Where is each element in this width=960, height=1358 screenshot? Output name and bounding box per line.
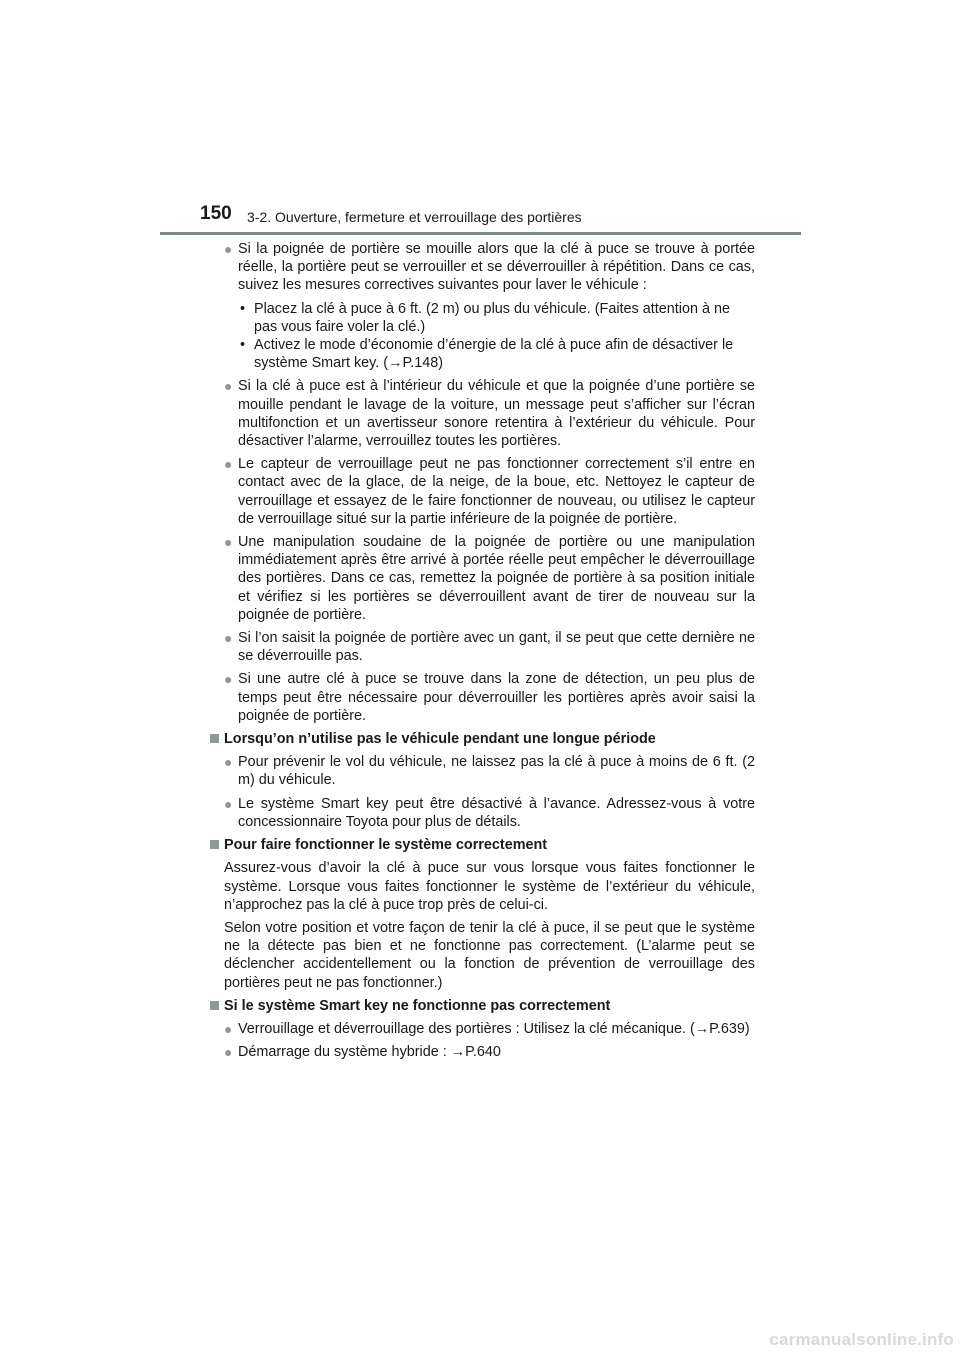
- list-item: [210, 753, 755, 789]
- watermark: carmanualsonline.info: [769, 1330, 954, 1349]
- bullet-text: Verrouillage et déverrouillage des portières : Utilisez la clé mécanique. (→P.639): [238, 1020, 750, 1037]
- sub-text: Activez le mode d’économie d’énergie de la clé à puce afin de désactiver le système Smart key. (→P.148): [254, 337, 734, 372]
- heading-text: Si le système Smart key ne fonctionne pas correctement: [224, 997, 611, 1014]
- list-item: [210, 533, 755, 624]
- bullet-text: Si l’on saisit la poignée de portière avec un gant, il se peut que cette dernière ne se déverrouille pas.: [238, 630, 755, 665]
- page-content: [210, 240, 755, 1066]
- list-item: [210, 670, 755, 725]
- bullet-text: Démarrage du système hybride : →P.640: [238, 1044, 501, 1061]
- bullet-icon: ●: [224, 754, 233, 771]
- bullet-text: Si une autre clé à puce se trouve dans la zone de détection, un peu plus de temps peut être nécessaire pour déverrouiller les portières après avoir saisi la poignée de portière.: [238, 671, 755, 724]
- sub-list-item: [238, 300, 755, 336]
- page-number: 150: [200, 203, 232, 224]
- list-item: [210, 455, 755, 528]
- list-item: [210, 377, 755, 450]
- bullet-icon: ●: [224, 795, 233, 812]
- bullet-text: Si la clé à puce est à l’intérieur du véhicule et que la poignée d’une portière se mouille pendant le lavage de la voiture, un message peut s’afficher sur l’écran multifonction et un avertisseur sonore retentira à l’extérieur du véhicule. Pour désactiver l’alarme, verrouillez toutes les portières.: [238, 378, 755, 450]
- bullet-icon: ●: [224, 534, 233, 551]
- paragraph: Selon votre position et votre façon de tenir la clé à puce, il se peut que le système ne la détecte pas bien et ne fonctionne pas correctement. (L’alarme peut se déclencher accidentellement ou la fonction de prévention de verrouillage des portières peut ne pas fonctionner.): [224, 919, 755, 991]
- bullet-icon: ●: [224, 241, 233, 257]
- bullet-icon: ●: [224, 1020, 233, 1037]
- bullet-text: Si la poignée de portière se mouille alors que la clé à puce se trouve à portée réelle, la portière peut se verrouiller et se déverrouiller à répétition. Dans ce cas, suivez les mesures correctives suivantes pour laver le véhicule :: [238, 241, 755, 294]
- bullet-text: Le capteur de verrouillage peut ne pas fonctionner correctement s’il entre en contact avec de la glace, de la neige, de la boue, etc. Nettoyez le capteur de verrouillage et essayez de le faire fonctionner de nouveau, ou utilisez le capteur de verrouillage situé sur la partie inférieure de la poignée de portière.: [238, 456, 755, 527]
- list-item: [210, 629, 755, 665]
- bullet-icon: ●: [224, 671, 233, 688]
- section-heading: [210, 997, 755, 1015]
- bullet-icon: ●: [224, 456, 233, 473]
- bullet-icon: ●: [224, 630, 233, 647]
- bullet-text: Pour prévenir le vol du véhicule, ne laissez pas la clé à puce à moins de 6 ft. (2 m) du véhicule.: [238, 754, 755, 789]
- heading-text: Lorsqu’on n’utilise pas le véhicule pendant une longue période: [224, 731, 656, 748]
- paragraph: Assurez-vous d’avoir la clé à puce sur vous lorsque vous faites fonctionner le système. Lorsque vous faites fonctionner le système de l’extérieur du véhicule, n’approchez pas la clé à puce trop près de celui-ci.: [224, 860, 755, 913]
- list-item: [210, 795, 755, 831]
- header-rule: [160, 232, 801, 235]
- sub-bullet-icon: •: [240, 337, 246, 354]
- bullet-text: Le système Smart key peut être désactivé à l’avance. Adressez-vous à votre concessionnaire Toyota pour plus de détails.: [238, 795, 755, 830]
- list-item: [210, 1020, 755, 1038]
- sub-list: [238, 300, 755, 373]
- square-icon: [210, 734, 219, 743]
- sub-list-item: [238, 336, 755, 372]
- section-heading: [210, 730, 755, 748]
- sub-text: Placez la clé à puce à 6 ft. (2 m) ou plus du véhicule. (Faites attention à ne pas vous faire voler la clé.): [254, 300, 730, 335]
- sub-bullet-icon: •: [240, 300, 246, 317]
- heading-text: Pour faire fonctionner le système correctement: [224, 837, 548, 854]
- bullet-icon: ●: [224, 1044, 233, 1061]
- section-heading: [210, 836, 755, 854]
- list-item: [210, 240, 755, 372]
- square-icon: [210, 840, 219, 849]
- bullet-icon: ●: [224, 378, 233, 395]
- section-title: 3-2. Ouverture, fermeture et verrouillage des portières: [247, 209, 582, 225]
- square-icon: [210, 1001, 219, 1010]
- list-item: [210, 1043, 755, 1061]
- bullet-text: Une manipulation soudaine de la poignée de portière ou une manipulation immédiatement après être arrivé à portée réelle peut empêcher le déverrouillage des portières. Dans ce cas, remettez la poignée de portière à sa position initiale et vérifiez si les portières se déverrouillent avant de tirer de nouveau sur la poignée de portière.: [238, 534, 755, 623]
